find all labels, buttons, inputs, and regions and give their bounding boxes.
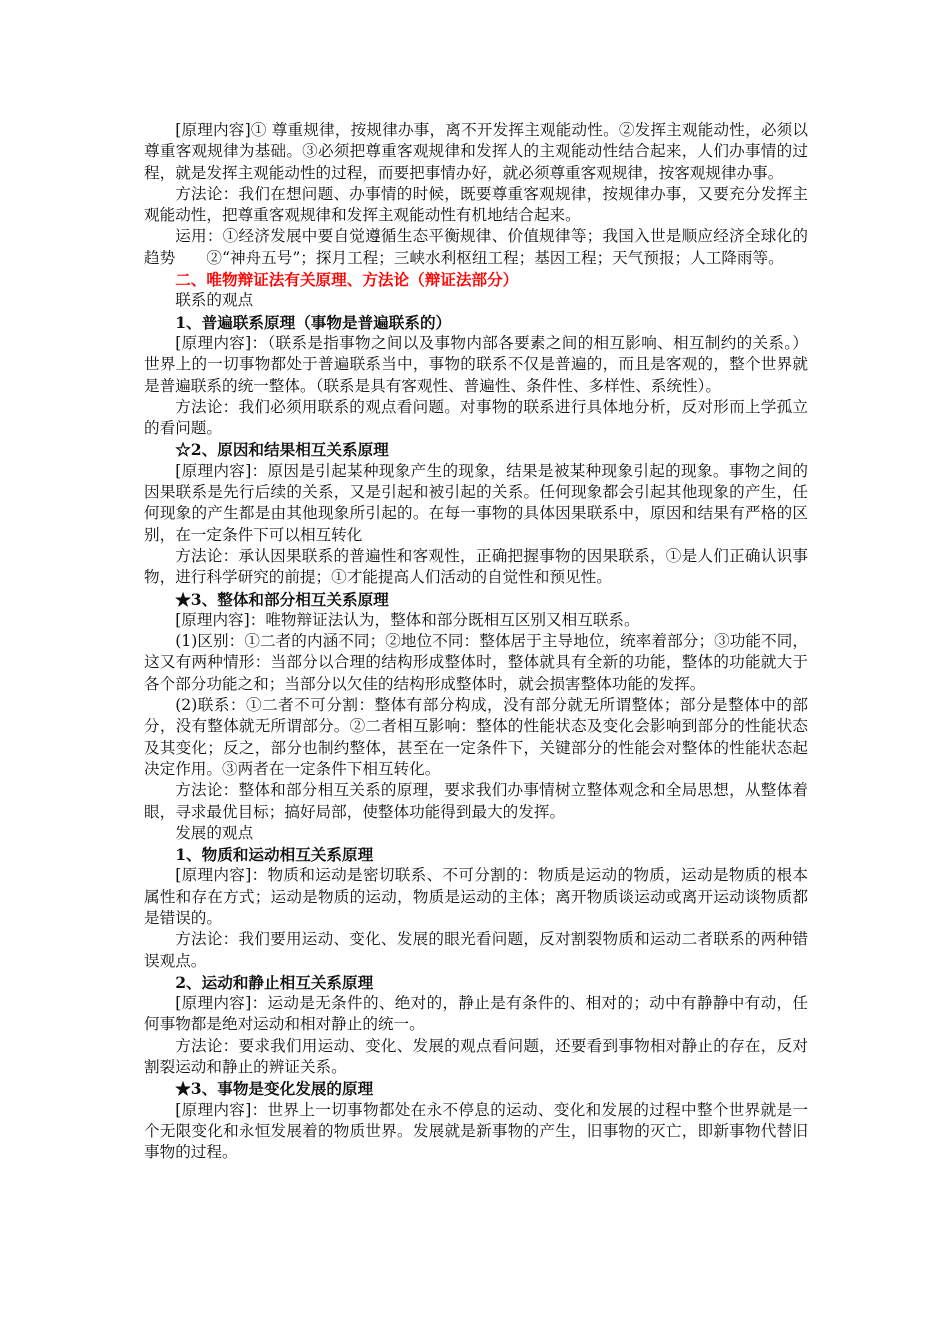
principle-content-paragraph: [原理内容]：（联系是指事物之间以及事物内部各要素之间的相互影响、相互制约的关系。）世界上的一切事物都处于普遍联系当中，事物的联系不仅是普遍的，而且是客观的，整个世界就是普遍联系的统一整体。（联系是具有客观性、普遍性、条件性、多样性、系统性）。 xyxy=(144,333,808,395)
application-paragraph: 运用：①经济发展中要自觉遵循生态平衡规律、价值规律等；我国入世是顺应经济全球化的趋势 ②“神舟五号”；探月工程；三峡水利枢纽工程；基因工程；天气预报；人工降雨等。 xyxy=(144,227,808,267)
subsection-label: 发展的观点 xyxy=(175,823,254,842)
section-heading: 二、唯物辩证法有关原理、方法论（辩证法部分） xyxy=(175,270,519,290)
principle-content-paragraph: [原理内容]：唯物辩证法认为，整体和部分既相互区别又相互联系。 xyxy=(175,610,640,629)
difference-paragraph: (1)区别：①二者的内涵不同；②地位不同：整体居于主导地位，统率着部分；③功能不同，这又有两种情形：当部分以合理的结构形成整体时，整体就具有全新的功能，整体的功能就大于各个部分功能之和；当部分以欠佳的结构形成整体时，就会损害整体功能的发挥。 xyxy=(144,632,808,693)
methodology-paragraph: 方法论：我们必须用联系的观点看问题。对事物的联系进行具体地分析，反对形而上学孤立的看问题。 xyxy=(144,397,808,438)
principle-heading: ☆2、原因和结果相互关系原理 xyxy=(175,440,389,460)
principle-content-paragraph: [原理内容]① 尊重规律，按规律办事，离不开发挥主观能动性。②发挥主观能动性，必须以尊重客观规律为基础。③必须把尊重客观规律和发挥人的主观能动性结合起来，人们办事情的过程，就是发挥主观能动性的过程，而要把事情办好，就必须尊重客观规律，按客观规律办事。 xyxy=(144,121,808,182)
document-page xyxy=(144,120,808,1164)
methodology-paragraph: 方法论：整体和部分相互关系的原理，要求我们办事情树立整体观念和全局思想，从整体着眼，寻求最优目标；搞好局部，使整体功能得到最大的发挥。 xyxy=(144,781,808,821)
principle-heading: ★3、整体和部分相互关系原理 xyxy=(175,589,389,609)
methodology-paragraph: 方法论：我们在想问题、办事情的时候，既要尊重客观规律，按规律办事，又要充分发挥主观能动性，把尊重客观规律和发挥主观能动性有机地结合起来。 xyxy=(144,184,808,225)
methodology-paragraph: 方法论：我们要用运动、变化、发展的眼光看问题，反对割裂物质和运动二者联系的两种错误观点。 xyxy=(144,930,808,970)
principle-content-paragraph: [原理内容]：世界上一切事物都处在永不停息的运动、变化和发展的过程中整个世界就是一个无限变化和永恒发展着的物质世界。发展就是新事物的产生，旧事物的灭亡，即新事物代替旧事物的过程。 xyxy=(144,1100,808,1162)
principle-content-paragraph: [原理内容]：物质和运动是密切联系、不可分割的：物质是运动的物质，运动是物质的根本属性和存在方式；运动是物质的运动，物质是运动的主体；离开物质谈运动或离开运动谈物质都是错误的。 xyxy=(144,866,808,927)
principle-heading: ★3、事物是变化发展的原理 xyxy=(175,1079,374,1099)
principle-heading: 1、物质和运动相互关系原理 xyxy=(175,845,374,865)
principle-heading: 1、普遍联系原理（事物是普遍联系的） xyxy=(175,312,452,332)
principle-heading: 2、运动和静止相互关系原理 xyxy=(175,972,374,992)
principle-content-paragraph: [原理内容]：运动是无条件的、绝对的，静止是有条件的、相对的；动中有静静中有动，任何事物都是绝对运动和相对静止的统一。 xyxy=(144,994,808,1034)
methodology-paragraph: 方法论：承认因果联系的普遍性和客观性，正确把握事物的因果联系，①是人们正确认识事物，进行科学研究的前提；①才能提高人们活动的自觉性和预见性。 xyxy=(144,546,808,587)
subsection-label: 联系的观点 xyxy=(175,291,254,310)
connection-paragraph: (2)联系：①二者不可分割：整体有部分构成，没有部分就无所谓整体；部分是整体中的部分，没有整体就无所谓部分。②二者相互影响：整体的性能状态及变化会影响到部分的性能状态及其变化；反之，部分也制约整体，甚至在一定条件下，关键部分的性能会对整体的性能状态起决定作用。③两者在一定条件下相互转化。 xyxy=(144,696,808,778)
principle-content-paragraph: [原理内容]：原因是引起某种现象产生的现象，结果是被某种现象引起的现象。事物之间的因果联系是先行后续的关系，又是引起和被引起的关系。任何现象都会引起其他现象的产生，任何现象的产生都是由其他现象所引起的。在每一事物的具体因果联系中，原因和结果有严格的区别，在一定条件下可以相互转化 xyxy=(144,461,808,544)
methodology-paragraph: 方法论：要求我们用运动、变化、发展的观点看问题，还要看到事物相对静止的存在，反对割裂运动和静止的辨证关系。 xyxy=(144,1036,808,1077)
